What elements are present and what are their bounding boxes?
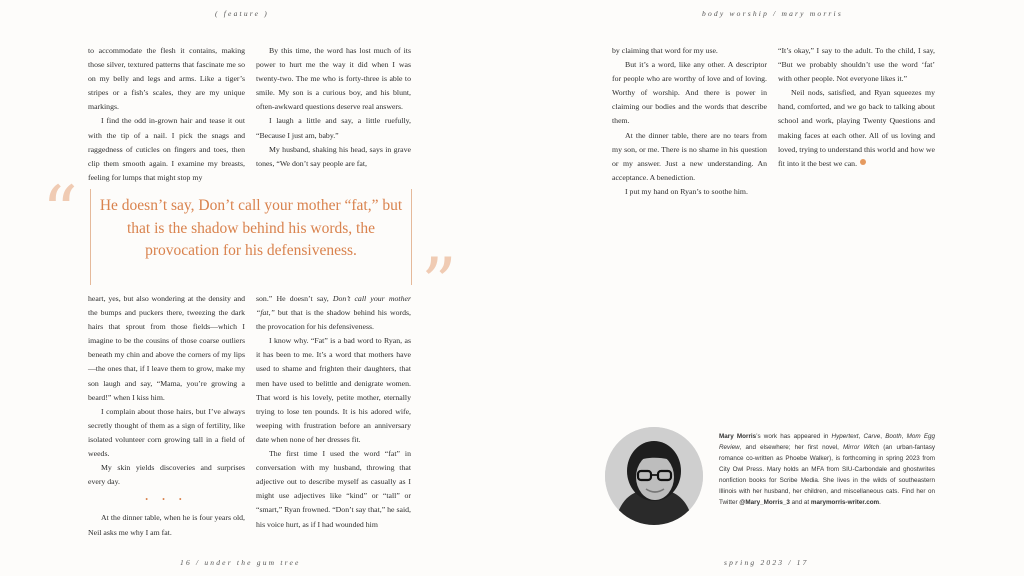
paragraph: I find the odd in-grown hair and tease it out with the tip of a nail. I pick the snags and raggedness of cuticles on fingers and toes, then clip them smooth again. I examine my breasts, feeling for lumps that might stop my (88, 116, 245, 182)
left-col1-bottom (88, 292, 245, 540)
author-portrait-icon (605, 427, 703, 525)
paragraph: The first time I used the word “fat” in conversation with my husband, throwing that adjective out to describe myself as casually as I might use adjectives like “kind” or “tall” or “smart,” Ryan frowned. “Don’t say that,” he said, his voice hurt, as if I had wounded him (256, 449, 411, 529)
paragraph: My husband, shaking his head, says in grave tones, “We don’t say people are fat, (256, 144, 411, 168)
italic-run: Don’t call your mother “fat,” (256, 294, 411, 318)
bio-text: (an urban-fantasy romance co-written as Phoebe Walker), is forthcoming in spring 2023 from City Owl Press. Mary holds an MFA from SIU-Carbondale and ghostwrites nonfiction books for Scribe Media. She lives in the wilds of southeastern Illinois with her husband, her children, and miscellaneous cats. Find her on Twitter (719, 444, 935, 506)
paragraph: At the dinner table, when he is four years old, Neil asks me why I am fat. (88, 513, 245, 537)
publication-title: Carve (863, 433, 881, 440)
left-col2-top (256, 44, 411, 171)
separator: , (880, 433, 886, 440)
author-name: Mary Morris (719, 433, 757, 440)
twitter-handle[interactable]: @Mary_Morris_3 (739, 499, 790, 506)
separator: , (858, 433, 864, 440)
left-col1-top (88, 44, 245, 185)
paragraph: by claiming that word for my use. (612, 46, 718, 55)
paragraph: to accommodate the flesh it contains, making those silver, textured patterns that fascinate me so on my belly and legs and arms. Like a tiger’s stripes or a fish’s scales, they are my unique markings. (88, 46, 245, 112)
paragraph: I complain about those hairs, but I’ve always secretly thought of them as a sign of fertility, like isolated volunteer corn growing tall in a field of weeds. (88, 406, 245, 459)
paragraph (256, 292, 411, 334)
bio-text: and at (789, 499, 811, 506)
paragraph: I know why. “Fat” is a bad word to Ryan, as it has been to me. It’s a word that mothers have used to shame and frighten their daughters, that men have used to belittle and denigrate women. That word is his lovely, petite mother, eternally trying to lose ten pounds. It is his adored wife, weeping with frustration before an anniversary date when none of her dresses fit. (256, 336, 411, 444)
right-col2 (778, 44, 935, 171)
pull-quote-text: He doesn’t say, Don’t call your mother “fat,” but that is the shadow behind his words, the provocation for his defensiveness. (99, 197, 403, 259)
bio-text: . (879, 499, 881, 506)
folio-right: spring 2023 / 17 (724, 558, 809, 567)
bio-text: , and elsewhere; her first novel, (739, 444, 843, 451)
publication-title: Booth (885, 433, 902, 440)
right-col1 (612, 44, 767, 199)
paragraph: I put my hand on Ryan’s to soothe him. (625, 186, 748, 196)
paragraph: But it’s a word, like any other. A descriptor for people who are worthy of love and of loving. Worthy of worship. And there is power in claiming our bodies and the words that describe them. (612, 60, 767, 126)
text-run: Neil nods, satisfied, and Ryan squeezes my hand, comforted, and we go back to talking about school and work, playing Twenty Questions and making faces at each other. All of us loving and loved, trying to understand this world and how we fit into it the best we can. (778, 88, 935, 168)
left-col2-bottom (256, 292, 411, 532)
text-run: but that is the shadow behind his words, the provocation for his defensiveness. (256, 308, 411, 332)
author-bio (719, 431, 935, 508)
paragraph: At the dinner table, there are no tears from my son, or me. There is no shame in his question or my answer. Just a new understanding. An acceptance. A benediction. (612, 130, 767, 182)
paragraph: I laugh a little and say, a little ruefully, “Because I just am, baby.” (256, 116, 411, 140)
folio-left: 16 / under the gum tree (180, 558, 301, 567)
end-mark-icon (860, 159, 866, 165)
author-photo (605, 427, 703, 525)
open-quote-icon: “ (42, 171, 78, 253)
separator: , (901, 433, 907, 440)
paragraph (778, 86, 935, 171)
pull-quote (90, 189, 412, 285)
novel-title: Mirror Witch (842, 444, 880, 451)
website-link[interactable]: marymorris-writer.com (810, 499, 880, 506)
close-quote-icon: ” (421, 243, 457, 325)
paragraph: By this time, the word has lost much of its power to hurt me the way it did when I was twenty-two. The me who is forty-three is able to smile. My son is a curious boy, and his blunt, often-awkward questions deserve real answers. (256, 46, 411, 112)
bio-text: ’s work has appeared in (756, 433, 832, 440)
running-head-left: ( feature ) (215, 9, 269, 18)
paragraph: My skin yields discoveries and surprises every day. (88, 463, 245, 487)
paragraph: heart, yes, but also wondering at the density and the bumps and puckers there, tweezing the dark hairs that sprout from those fields—which I imagine to be the cousins of those coarse outliers beneath my chin and above the corners of my lips—the ones that, if I leave them to grow, make my son laugh and say, “Mama, you’re growing a beard!” when I kiss him. (88, 294, 245, 402)
text-run: son.” He doesn’t say, (256, 294, 333, 303)
publication-title: Mom Egg Review (719, 433, 936, 451)
paragraph: “It’s okay,” I say to the adult. To the child, I say, “But we probably shouldn’t use the word ‘fat’ with other people. Not everyone likes it.” (778, 46, 935, 84)
section-break: • • • (145, 495, 188, 505)
publication-title: Hypertext (831, 433, 859, 440)
running-head-right: body worship / mary morris (702, 9, 843, 18)
